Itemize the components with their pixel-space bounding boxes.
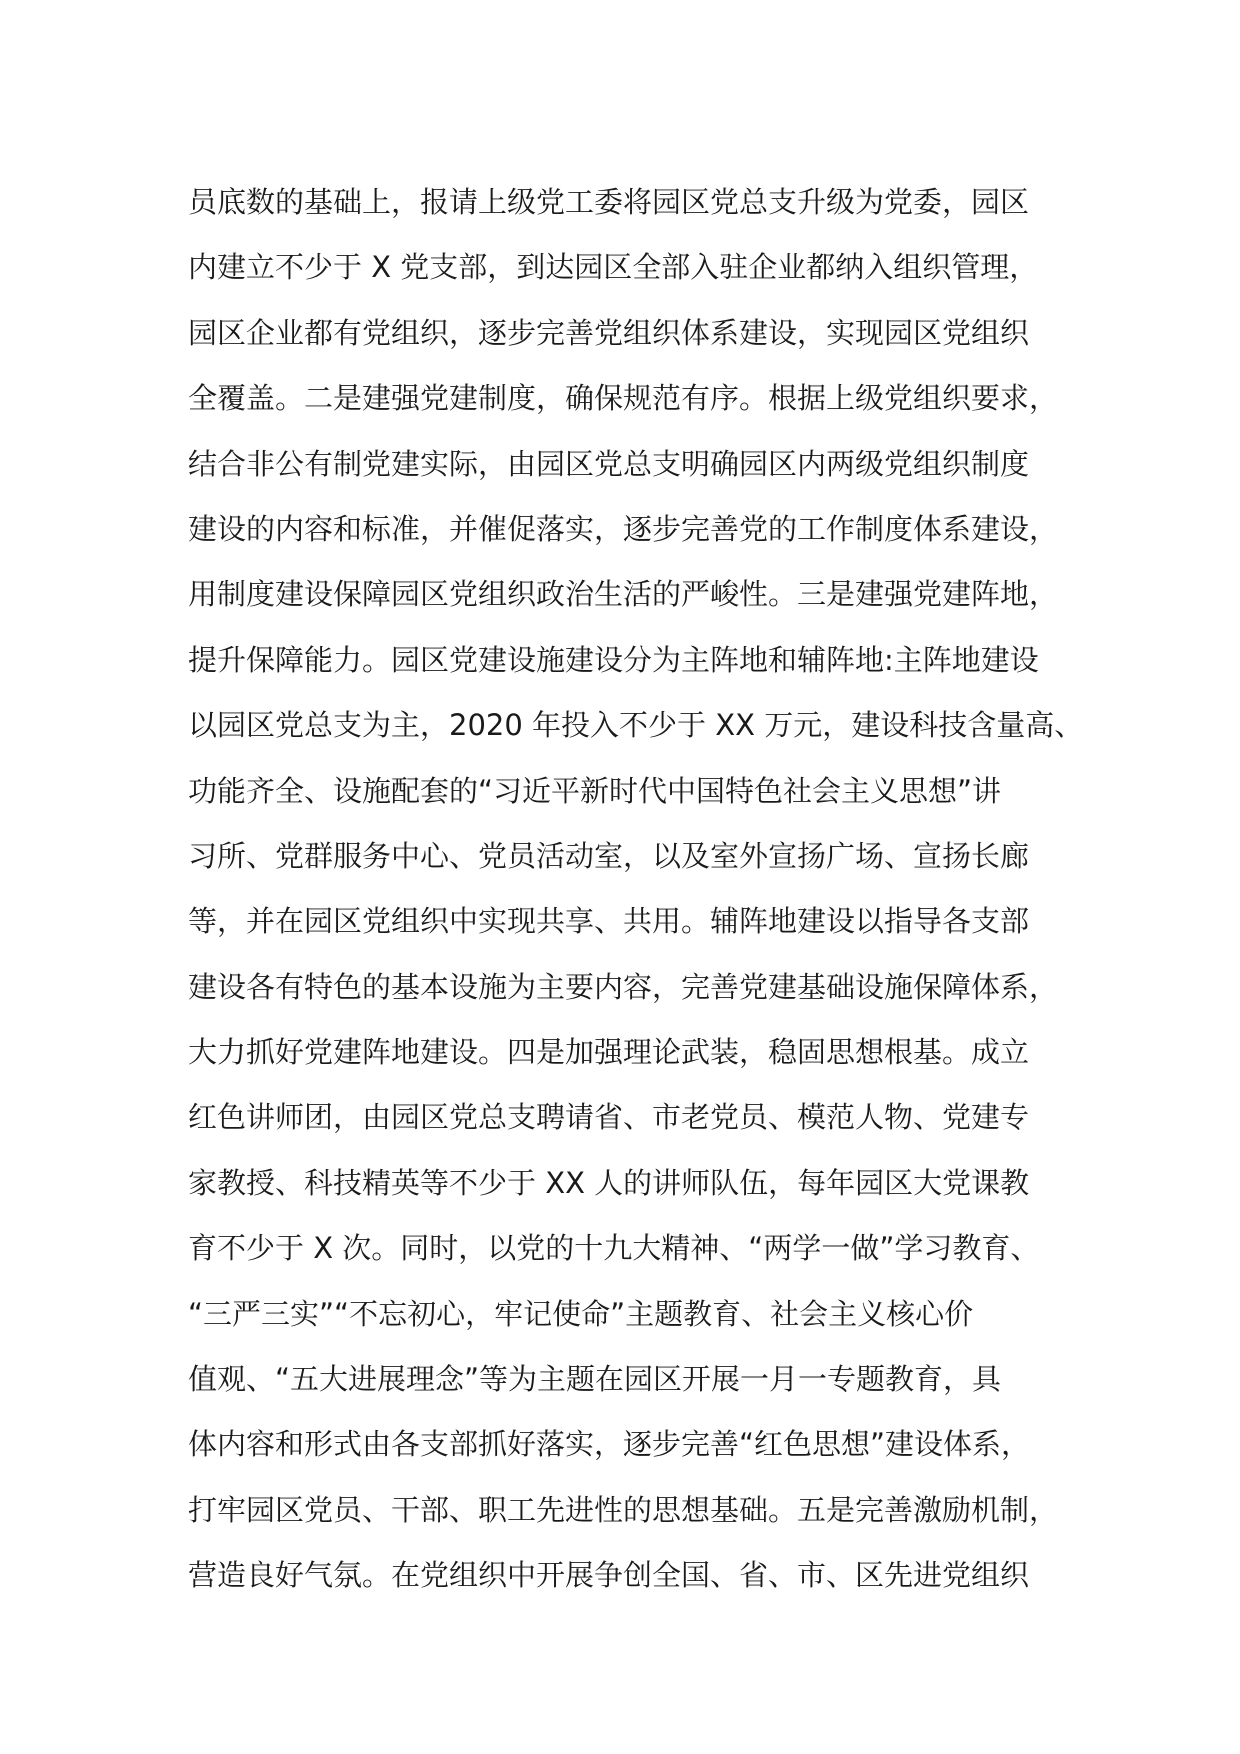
text-line: 全覆盖。二是建强党建制度，确保规范有序。根据上级党组织要求， [188,381,1059,416]
text-line: 家教授、科技精英等不少于 XX 人的讲师队伍，每年园区大党课教 [188,1165,1030,1200]
text-line: 内建立不少于 X 党支部，到达园区全部入驻企业都纳入组织管理， [188,250,1039,285]
text-line: 建设各有特色的基本设施为主要内容，完善党建基础设施保障体系， [188,969,1059,1004]
text-line: 育不少于 X 次。同时，以党的十九大精神、“两学一做”学习教育、 [188,1231,1040,1266]
text-line: 大力抓好党建阵地建设。四是加强理论武装，稳固思想根基。成立 [188,1035,1030,1070]
text-line: 用制度建设保障园区党组织政治生活的严峻性。三是建强党建阵地， [188,577,1059,612]
text-line: 体内容和形式由各支部抓好落实，逐步完善“红色思想”建设体系， [188,1427,1031,1462]
text-line: 营造良好气氛。在党组织中开展争创全国、省、市、区先进党组织 [188,1558,1030,1593]
body-text [188,170,1088,1609]
text-line: 习所、党群服务中心、党员活动室，以及室外宣扬广场、宣扬长廊 [188,838,1030,873]
text-line: 功能齐全、设施配套的“习近平新时代中国特色社会主义思想”讲 [188,773,1002,808]
text-line: 结合非公有制党建实际，由园区党总支明确园区内两级党组织制度 [188,446,1030,481]
text-line: 等，并在园区党组织中实现共享、共用。辅阵地建设以指导各支部 [188,904,1030,939]
text-line: 以园区党总支为主，2020 年投入不少于 XX 万元，建设科技含量高、 [188,708,1084,743]
text-line: 红色讲师团，由园区党总支聘请省、市老党员、模范人物、党建专 [188,1100,1030,1135]
text-line: 建设的内容和标准，并催促落实，逐步完善党的工作制度体系建设， [188,511,1059,546]
text-line: “三严三实”“不忘初心，牢记使命”主题教育、社会主义核心价 [188,1296,974,1331]
text-line: 园区企业都有党组织，逐步完善党组织体系建设，实现园区党组织 [188,315,1030,350]
text-line: 员底数的基础上，报请上级党工委将园区党总支升级为党委，园区 [188,185,1030,219]
text-line: 值观、“五大进展理念”等为主题在园区开展一月一专题教育，具 [188,1362,1002,1397]
text-line: 打牢园区党员、干部、职工先进性的思想基础。五是完善激励机制， [188,1492,1059,1527]
text-line: 提升保障能力。园区党建设施建设分为主阵地和辅阵地:主阵地建设 [188,642,1039,677]
